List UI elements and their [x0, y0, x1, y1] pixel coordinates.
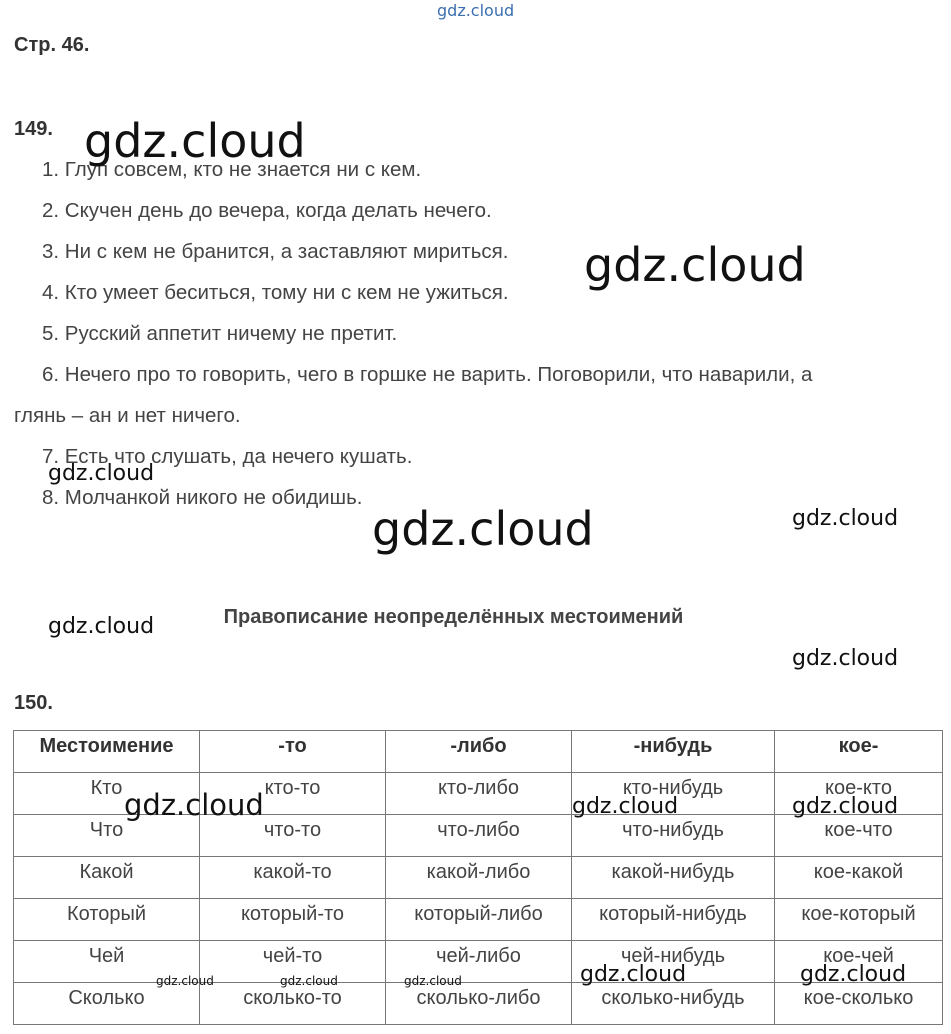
table-cell: что-нибудь: [572, 815, 775, 857]
watermark: gdz.cloud: [584, 238, 806, 292]
table-cell: кто-либо: [386, 773, 572, 815]
table-cell: который-либо: [386, 899, 572, 941]
table-cell: чей-нибудь: [572, 941, 775, 983]
table-cell: который-нибудь: [572, 899, 775, 941]
table-cell: который-то: [200, 899, 386, 941]
table-cell: кто-нибудь: [572, 773, 775, 815]
watermark: gdz.cloud: [437, 1, 515, 20]
table-cell: кое-что: [775, 815, 943, 857]
table-cell: Кто: [14, 773, 200, 815]
table-header-row: [14, 731, 943, 773]
column-header: -либо: [386, 731, 572, 773]
table-cell: Чей: [14, 941, 200, 983]
watermark: gdz.cloud: [580, 962, 687, 987]
table-cell: сколько-то: [200, 983, 386, 1025]
table-cell: кое-кто: [775, 773, 943, 815]
watermark: gdz.cloud: [404, 974, 462, 988]
table-cell: кто-то: [200, 773, 386, 815]
table-cell: какой-либо: [386, 857, 572, 899]
watermark: gdz.cloud: [800, 962, 907, 987]
watermark: gdz.cloud: [124, 788, 264, 822]
watermark: gdz.cloud: [792, 794, 899, 819]
proverb-line: 3. Ни с кем не бранится, а заставляют мириться.: [42, 240, 509, 263]
table-row: [14, 983, 943, 1025]
table-cell: сколько-либо: [386, 983, 572, 1025]
proverb-line: 1. Глуп совсем, кто не знается ни с кем.: [42, 158, 422, 181]
watermark: gdz.cloud: [280, 974, 338, 988]
table-cell: Что: [14, 815, 200, 857]
watermark: gdz.cloud: [48, 614, 155, 639]
watermark: gdz.cloud: [792, 506, 899, 531]
table-cell: какой-то: [200, 857, 386, 899]
proverb-line-continuation: глянь – ан и нет ничего.: [14, 404, 241, 427]
exercise-149-number: 149.: [14, 118, 53, 140]
table-cell: какой-нибудь: [572, 857, 775, 899]
column-header: -нибудь: [572, 731, 775, 773]
table-cell: Какой: [14, 857, 200, 899]
watermark: gdz.cloud: [156, 974, 214, 988]
table-cell: Который: [14, 899, 200, 941]
table-cell: что-то: [200, 815, 386, 857]
watermark: gdz.cloud: [572, 794, 679, 819]
table-cell: сколько-нибудь: [572, 983, 775, 1025]
watermark: gdz.cloud: [84, 114, 306, 168]
table-cell: кое-который: [775, 899, 943, 941]
proverb-line: 8. Молчанкой никого не обидишь.: [42, 486, 363, 509]
column-header: -то: [200, 731, 386, 773]
exercise-150-number: 150.: [14, 692, 53, 714]
table-cell: что-либо: [386, 815, 572, 857]
proverb-line: 5. Русский аппетит ничему не претит.: [42, 322, 398, 345]
table-cell: чей-либо: [386, 941, 572, 983]
watermark: gdz.cloud: [792, 646, 899, 671]
table-cell: чей-то: [200, 941, 386, 983]
column-header: Местоимение: [14, 731, 200, 773]
proverb-line: 6. Нечего про то говорить, чего в горшке не варить. Поговорили, что наварили, а: [42, 363, 813, 386]
table-row: [14, 857, 943, 899]
table-cell: кое-чей: [775, 941, 943, 983]
table-row: [14, 899, 943, 941]
table-cell: Сколько: [14, 983, 200, 1025]
proverb-line: 7. Есть что слушать, да нечего кушать.: [42, 445, 413, 468]
watermark: gdz.cloud: [372, 502, 594, 556]
section-title: Правописание неопределённых местоимений: [223, 606, 684, 628]
table-cell: кое-какой: [775, 857, 943, 899]
proverb-line: 4. Кто умеет беситься, тому ни с кем не ужиться.: [42, 281, 509, 304]
proverb-line: 2. Скучен день до вечера, когда делать нечего.: [42, 199, 492, 222]
watermark: gdz.cloud: [48, 461, 155, 486]
page-label: Стр. 46.: [14, 34, 90, 56]
table-cell: кое-сколько: [775, 983, 943, 1025]
column-header: кое-: [775, 731, 943, 773]
